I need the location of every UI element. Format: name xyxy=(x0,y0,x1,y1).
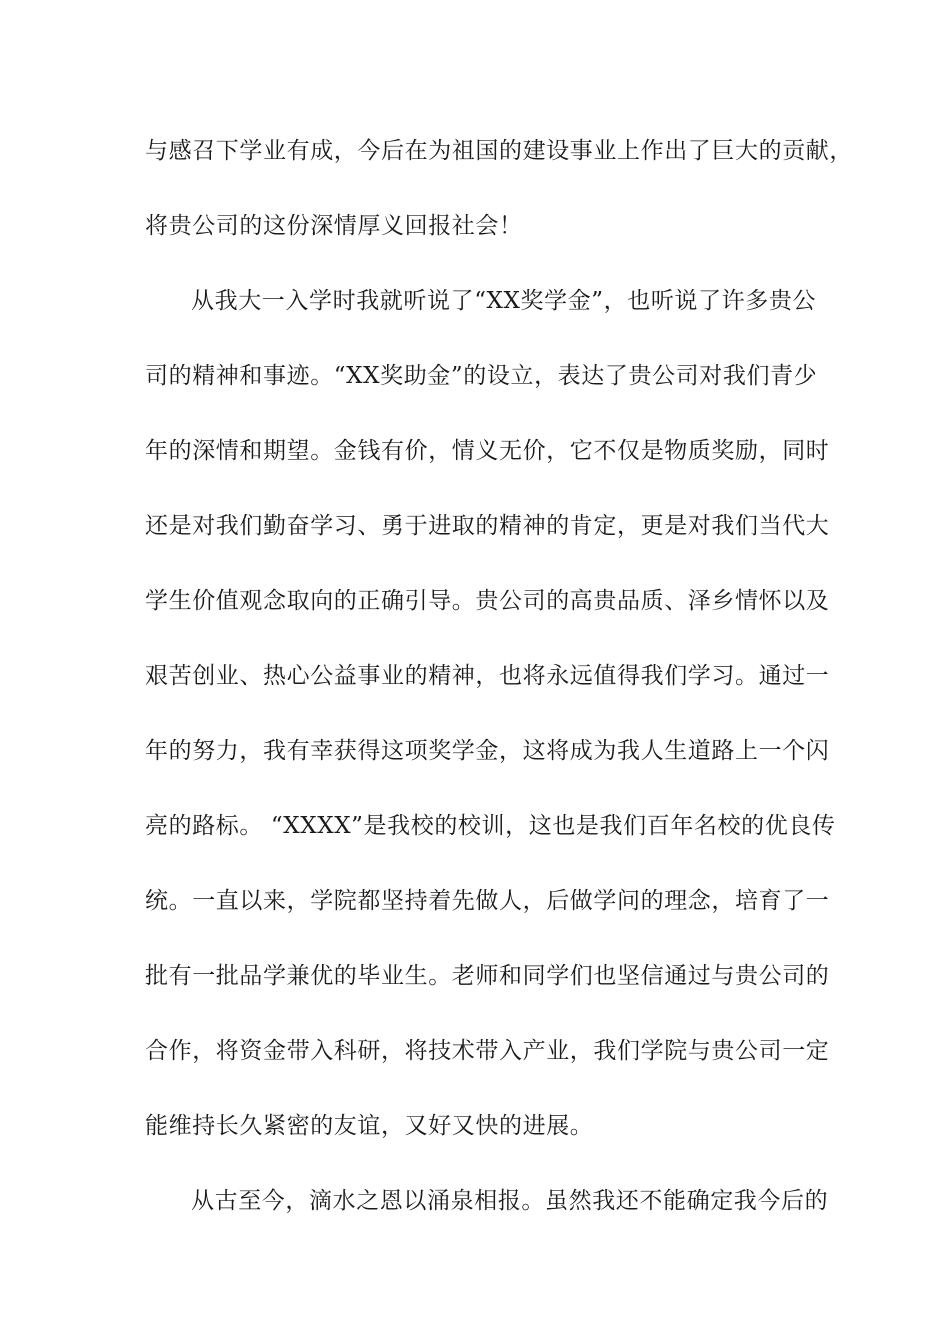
text-line-7: 学生价值观念取向的正确引导。贵公司的高贵品质、泽乡情怀以及 xyxy=(145,588,830,614)
paragraph-2-line-1: 从我大一入学时我就听说了“XX奖学金”，也听说了许多贵公 xyxy=(191,288,817,314)
text-line-14: 能维持长久紧密的友谊，又好又快的进展。 xyxy=(145,1113,594,1139)
text-line-4: 司的精神和事迹。“XX奖助金”的设立，表达了贵公司对我们青少 xyxy=(145,363,818,389)
text-line-8: 艰苦创业、热心公益事业的精神，也将永远值得我们学习。通过一 xyxy=(145,663,830,689)
text-line-10: 亮的路标。 “XXXX”是我校的校训，这也是我们百年名校的优良传 xyxy=(145,813,836,839)
paragraph-3-line-1: 从古至今，滴水之恩以涌泉相报。虽然我还不能确定我今后的 xyxy=(191,1188,829,1214)
text-line-6: 还是对我们勤奋学习、勇于进取的精神的肯定，更是对我们当代大 xyxy=(145,513,830,539)
text-line-12: 批有一批品学兼优的毕业生。老师和同学们也坚信通过与贵公司的 xyxy=(145,963,830,989)
text-line-1: 与感召下学业有成，今后在为祖国的建设事业上作出了巨大的贡献， xyxy=(145,138,853,164)
text-line-2: 将贵公司的这份深情厚义回报社会！ xyxy=(145,213,523,239)
text-line-9: 年的努力，我有幸获得这项奖学金，这将成为我人生道路上一个闪 xyxy=(145,738,830,764)
text-line-11: 统。一直以来，学院都坚持着先做人，后做学问的理念，培育了一 xyxy=(145,888,830,914)
text-line-13: 合作，将资金带入科研，将技术带入产业，我们学院与贵公司一定 xyxy=(145,1038,830,1064)
text-line-5: 年的深情和期望。金钱有价，情义无价，它不仅是物质奖励，同时 xyxy=(145,438,830,464)
